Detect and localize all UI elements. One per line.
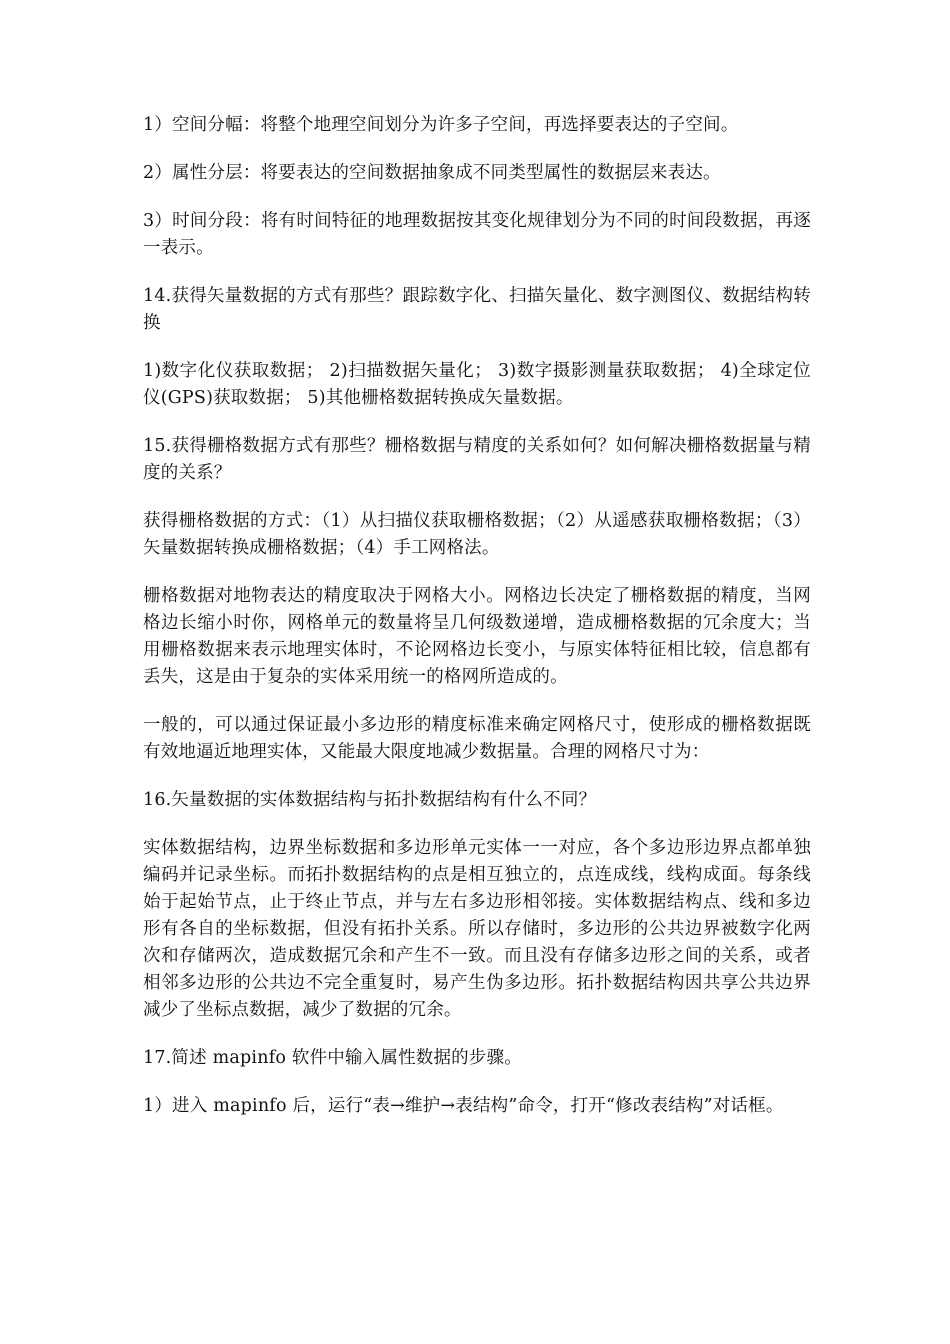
answer-15-grid-size: 一般的，可以通过保证最小多边形的精度标准来确定网格尺寸，使形成的栅格数据既有效地逼近地理实体，又能最大限度地减少数据量。合理的网格尺寸为： bbox=[143, 715, 811, 762]
list-item-attribute-layering: 2）属性分层：将要表达的空间数据抽象成不同类型属性的数据层来表达。 bbox=[143, 163, 721, 183]
document-page bbox=[143, 112, 811, 1141]
answer-16: 实体数据结构，边界坐标数据和多边形单元实体一一对应，各个多边形边界点都单独编码并记录坐标。而拓扑数据结构的点是相互独立的，点连成线，线构成面。每条线始于起始节点，止于终止节点，并与左右多边形相邻接。实体数据结构点、线和多边形有各自的坐标数据，但没有拓扑关系。所以存储时，多边形的公共边界被数字化两次和存储两次，造成数据冗余和产生不一致。而且没有存储多边形之间的关系，或者相邻多边形的公共边不完全重复时，易产生伪多边形。拓扑数据结构因共享公共边界减少了坐标点数据，减少了数据的冗余。 bbox=[143, 838, 811, 1020]
answer-17-step-1: 1）进入 mapinfo 后，运行“表→维护→表结构”命令，打开“修改表结构”对话框。 bbox=[143, 1096, 784, 1116]
list-item-time-segmentation: 3）时间分段：将有时间特征的地理数据按其变化规律划分为不同的时间段数据，再逐一表示。 bbox=[143, 211, 811, 258]
answer-15-precision: 栅格数据对地物表达的精度取决于网格大小。网格边长决定了栅格数据的精度，当网格边长缩小时你，网格单元的数量将呈几何级数递增，造成栅格数据的冗余度大；当用栅格数据来表示地理实体时，不论网格边长变小，与原实体特征相比较，信息都有丢失，这是由于复杂的实体采用统一的格网所造成的。 bbox=[143, 586, 811, 687]
question-14: 14.获得矢量数据的方式有那些？跟踪数字化、扫描矢量化、数字测图仪、数据结构转换 bbox=[143, 286, 811, 333]
list-item-spatial-division: 1）空间分幅：将整个地理空间划分为许多子空间，再选择要表达的子空间。 bbox=[143, 115, 739, 135]
question-16: 16.矢量数据的实体数据结构与拓扑数据结构有什么不同？ bbox=[143, 790, 597, 810]
question-15: 15.获得栅格数据方式有那些？栅格数据与精度的关系如何？如何解决栅格数据量与精度的关系？ bbox=[143, 436, 811, 483]
question-17: 17.简述 mapinfo 软件中输入属性数据的步骤。 bbox=[143, 1048, 522, 1068]
answer-15-methods: 获得栅格数据的方式：（1）从扫描仪获取栅格数据；（2）从遥感获取栅格数据；（3）矢量数据转换成栅格数据；（4）手工网格法。 bbox=[143, 511, 811, 558]
answer-14: 1)数字化仪获取数据； 2)扫描数据矢量化； 3)数字摄影测量获取数据； 4)全球定位仪(GPS)获取数据； 5)其他栅格数据转换成矢量数据。 bbox=[143, 361, 811, 408]
